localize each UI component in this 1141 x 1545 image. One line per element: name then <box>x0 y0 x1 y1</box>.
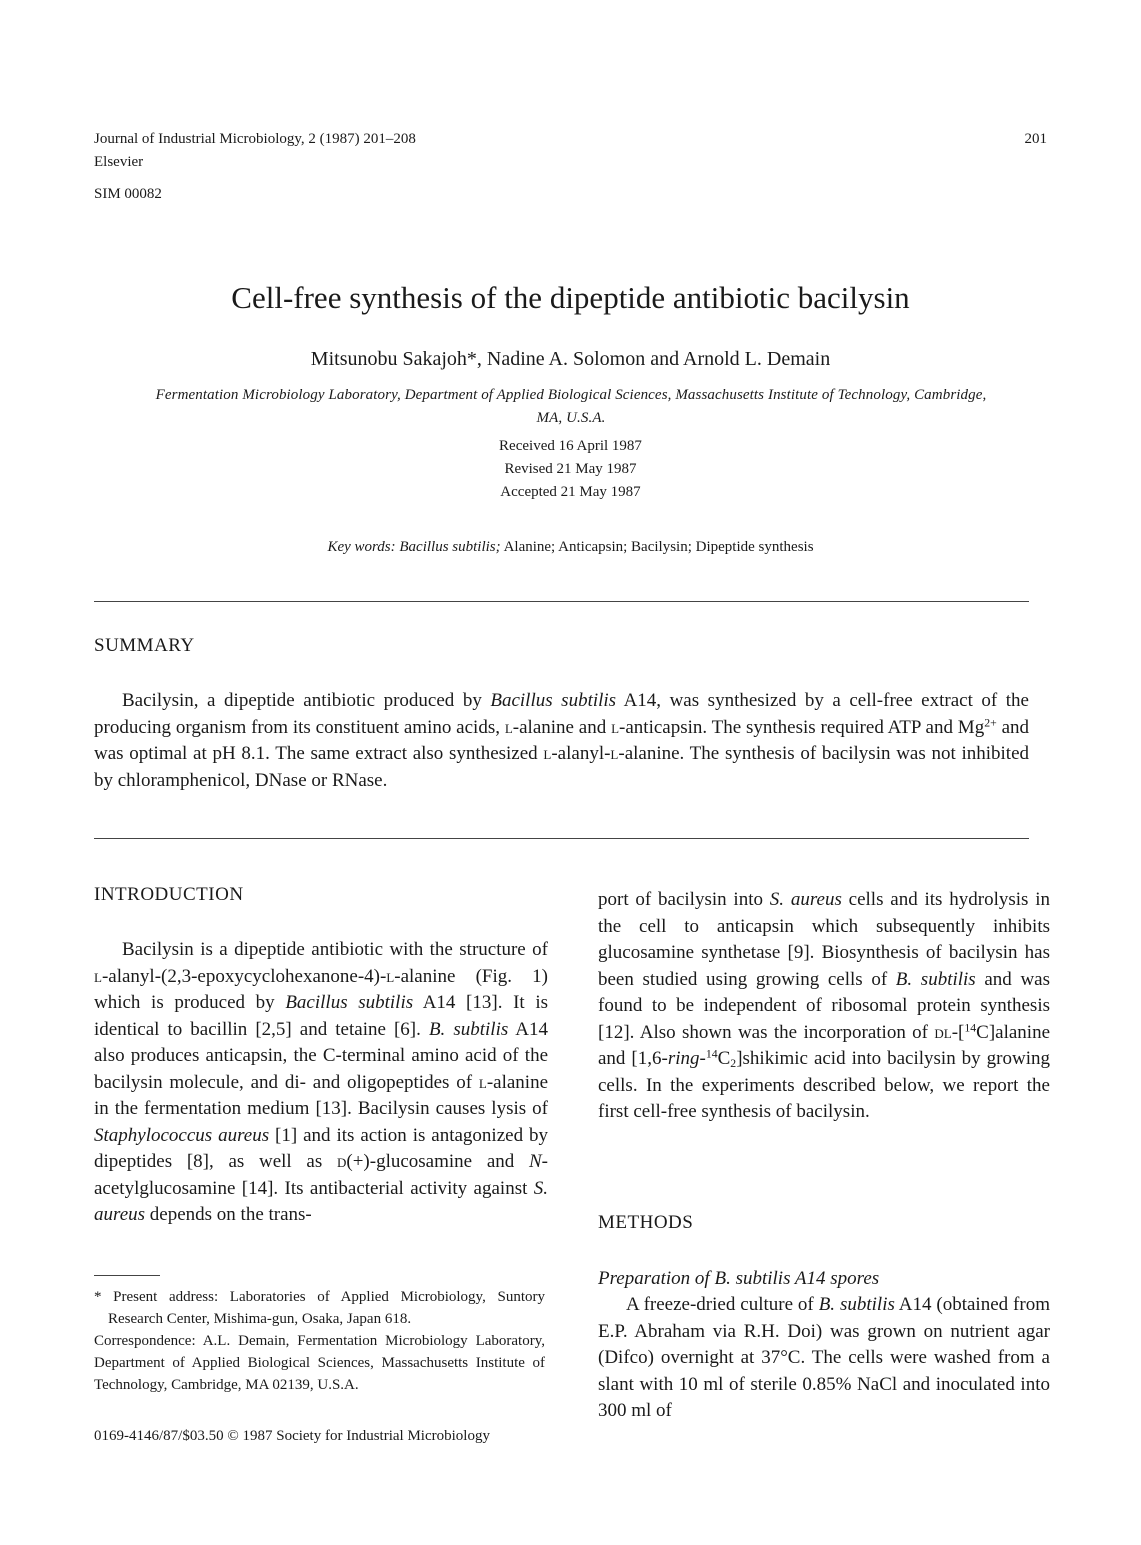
footnote-present-address: * Present address: Laboratories of Applied Microbiology, Suntory Research Center, Mishima-gun, Osaka, Japan 618. <box>94 1289 545 1327</box>
introduction-heading: INTRODUCTION <box>94 884 244 905</box>
footnote-divider <box>94 1275 160 1276</box>
article-title: Cell-free synthesis of the dipeptide antibiotic bacilysin <box>231 280 910 315</box>
author-list: Mitsunobu Sakajoh*, Nadine A. Solomon and Arnold L. Demain <box>310 348 831 370</box>
copyright-line: 0169-4146/87/$03.50 © 1987 Society for Industrial Microbiology <box>94 1428 490 1444</box>
journal-citation: Journal of Industrial Microbiology, 2 (1987) 201–208 <box>94 131 416 147</box>
introduction-paragraph: Bacilysin is a dipeptide antibiotic with the structure of l-alanyl-(2,3-epoxycyclohexanone-4)-l-alanine (Fig. 1) which is produced by Bacillus subtilis A14 [13]. It is identical to bacillin [2,5] and tetaine [6]. B. subtilis A14 also produces anticapsin, the C-terminal amino acid of the bacilysin molecule, and di- and oligopeptides of l-alanine in the fermentation medium [13]. Bacilysin causes lysis of Staphylococcus aureus [1] and its action is antagonized by dipeptides [8], as well as d(+)-glucosamine and N-acetylglucosamine [14]. Its antibacterial activity against S. aureus depends on the trans- <box>94 939 548 1225</box>
affiliation <box>96 384 1046 430</box>
summary-paragraph: Bacilysin, a dipeptide antibiotic produced by Bacillus subtilis A14, was synthesized by a cell-free extract of the producing organism from its constituent amino acids, l-alanine and l-anticapsin. The synthesis required ATP and $Mg^{2+}$ and was optimal at pH 8.1. The same extract also synthesized l-alanyl-l-alanine. The synthesis of bacilysin was not inhibited by chloramphenicol, DNase or RNase. <box>94 690 1030 791</box>
keywords-italic-term: Bacillus subtilis; <box>399 539 501 555</box>
methods-heading: METHODS <box>598 1212 694 1233</box>
article-id: SIM 00082 <box>94 186 162 202</box>
page-number: 201 <box>1024 131 1047 147</box>
divider-top <box>94 601 1029 602</box>
keywords-list: Alanine; Anticapsin; Bacilysin; Dipeptide synthesis <box>503 539 814 555</box>
revised-date: Revised 21 May 1987 <box>504 461 637 477</box>
footnotes <box>94 1286 545 1396</box>
methods-paragraph: A freeze-dried culture of B. subtilis A14 (obtained from E.P. Abraham via R.H. Doi) was grown on nutrient agar (Difco) overnight at 37°C. The cells were washed from a slant with 10 ml of sterile 0.85% NaCl and inoculated into 300 ml of <box>598 1294 1050 1421</box>
publisher: Elsevier <box>94 154 144 170</box>
footnote-correspondence: Correspondence: A.L. Demain, Fermentation Microbiology Laboratory, Department of Applied Biological Sciences, Massachusetts Institute of Technology, Cambridge, MA 02139, U.S.A. <box>94 1333 545 1393</box>
methods-subheading: Preparation of B. subtilis A14 spores <box>598 1268 880 1289</box>
summary-heading: SUMMARY <box>94 635 195 656</box>
keywords-label: Key words: <box>327 539 396 555</box>
affiliation-line-1: Fermentation Microbiology Laboratory, Department of Applied Biological Sciences, Massachusetts Institute of Technology, Cambridge, <box>155 387 987 403</box>
accepted-date: Accepted 21 May 1987 <box>500 484 641 500</box>
received-date: Received 16 April 1987 <box>499 438 642 454</box>
divider-bottom <box>94 838 1029 839</box>
affiliation-line-2: MA, U.S.A. <box>536 410 606 426</box>
keywords <box>0 536 1141 558</box>
introduction-continued: port of bacilysin into S. aureus cells and its hydrolysis in the cell to anticapsin which subsequently inhibits glucosamine synthetase [9]. Biosynthesis of bacilysin has been studied using growing cells of B. subtilis and was found to be independent of ribosomal protein synthesis [12]. Also shown was the incorporation of dl-[$^{14}$C]alanine and $[1,6-ring-^{14}C_2]shikimic$ acid into bacilysin by growing cells. In the experiments described below, we report the first cell-free synthesis of bacilysin. <box>598 889 1050 1122</box>
